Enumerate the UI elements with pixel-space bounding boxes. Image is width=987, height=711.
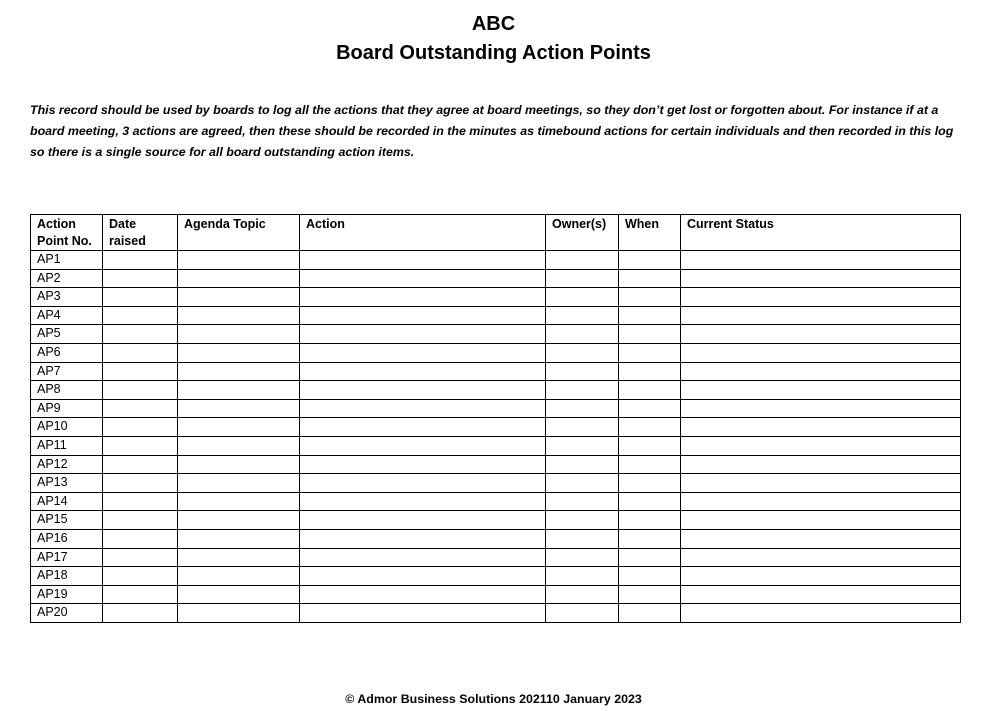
- action-cell: [300, 436, 546, 455]
- date-raised-cell: [103, 362, 178, 381]
- action-cell: [300, 399, 546, 418]
- when-cell: [619, 548, 681, 567]
- document-title: Board Outstanding Action Points: [336, 42, 651, 64]
- current-status-cell: [681, 343, 961, 362]
- when-cell: [619, 381, 681, 400]
- owners-cell: [546, 399, 619, 418]
- date-raised-cell: [103, 604, 178, 623]
- action-point-no-cell: AP7: [31, 362, 103, 381]
- table-row: [31, 511, 961, 530]
- action-point-no-cell: AP17: [31, 548, 103, 567]
- action-cell: [300, 288, 546, 307]
- table-row: [31, 251, 961, 270]
- current-status-cell: [681, 567, 961, 586]
- date-raised-cell: [103, 288, 178, 307]
- agenda-topic-cell: [178, 455, 300, 474]
- current-status-cell: [681, 548, 961, 567]
- action-point-no-cell: AP18: [31, 567, 103, 586]
- owners-cell: [546, 381, 619, 400]
- owners-cell: [546, 436, 619, 455]
- action-cell: [300, 306, 546, 325]
- table-header-row: [31, 215, 961, 251]
- when-cell: [619, 511, 681, 530]
- current-status-cell: [681, 492, 961, 511]
- agenda-topic-cell: [178, 548, 300, 567]
- action-point-no-cell: AP11: [31, 436, 103, 455]
- agenda-topic-cell: [178, 288, 300, 307]
- agenda-topic-cell: [178, 343, 300, 362]
- action-cell: [300, 529, 546, 548]
- current-status-cell: [681, 325, 961, 344]
- owners-cell: [546, 548, 619, 567]
- agenda-topic-cell: [178, 529, 300, 548]
- date-raised-cell: [103, 436, 178, 455]
- table-row: [31, 381, 961, 400]
- table-row: [31, 455, 961, 474]
- owners-cell: [546, 325, 619, 344]
- action-cell: [300, 567, 546, 586]
- table-row: [31, 306, 961, 325]
- owners-cell: [546, 529, 619, 548]
- agenda-topic-cell: [178, 604, 300, 623]
- action-cell: [300, 362, 546, 381]
- action-cell: [300, 418, 546, 437]
- table-row: [31, 362, 961, 381]
- when-cell: [619, 604, 681, 623]
- when-cell: [619, 529, 681, 548]
- action-cell: [300, 492, 546, 511]
- current-status-cell: [681, 455, 961, 474]
- action-cell: [300, 455, 546, 474]
- date-raised-cell: [103, 306, 178, 325]
- table-row: [31, 436, 961, 455]
- agenda-topic-cell: [178, 381, 300, 400]
- action-point-no-cell: AP20: [31, 604, 103, 623]
- date-raised-cell: [103, 343, 178, 362]
- action-point-no-cell: AP14: [31, 492, 103, 511]
- current-status-cell: [681, 306, 961, 325]
- date-raised-cell: [103, 474, 178, 493]
- table-row: [31, 288, 961, 307]
- owners-cell: [546, 306, 619, 325]
- date-raised-cell: [103, 585, 178, 604]
- action-point-no-cell: AP13: [31, 474, 103, 493]
- action-cell: [300, 604, 546, 623]
- action-point-no-cell: AP6: [31, 343, 103, 362]
- when-cell: [619, 269, 681, 288]
- current-status-cell: [681, 288, 961, 307]
- action-cell: [300, 325, 546, 344]
- action-cell: [300, 474, 546, 493]
- when-cell: [619, 492, 681, 511]
- owners-cell: [546, 343, 619, 362]
- table-row: [31, 567, 961, 586]
- action-point-no-cell: AP10: [31, 418, 103, 437]
- action-cell: [300, 381, 546, 400]
- date-raised-cell: [103, 381, 178, 400]
- date-raised-cell: [103, 492, 178, 511]
- when-cell: [619, 474, 681, 493]
- action-point-no-cell: AP12: [31, 455, 103, 474]
- current-status-cell: [681, 269, 961, 288]
- date-raised-cell: [103, 511, 178, 530]
- table-row: [31, 604, 961, 623]
- table-row: [31, 269, 961, 288]
- agenda-topic-cell: [178, 511, 300, 530]
- header-action-point-no: Action Point No.: [31, 215, 103, 251]
- agenda-topic-cell: [178, 585, 300, 604]
- action-point-no-cell: AP3: [31, 288, 103, 307]
- header-action: Action: [300, 215, 546, 251]
- current-status-cell: [681, 604, 961, 623]
- agenda-topic-cell: [178, 436, 300, 455]
- owners-cell: [546, 288, 619, 307]
- current-status-cell: [681, 399, 961, 418]
- agenda-topic-cell: [178, 325, 300, 344]
- action-point-no-cell: AP19: [31, 585, 103, 604]
- owners-cell: [546, 455, 619, 474]
- current-status-cell: [681, 529, 961, 548]
- current-status-cell: [681, 511, 961, 530]
- owners-cell: [546, 585, 619, 604]
- action-point-no-cell: AP16: [31, 529, 103, 548]
- agenda-topic-cell: [178, 306, 300, 325]
- when-cell: [619, 288, 681, 307]
- table-row: [31, 548, 961, 567]
- agenda-topic-cell: [178, 362, 300, 381]
- date-raised-cell: [103, 251, 178, 270]
- action-cell: [300, 585, 546, 604]
- when-cell: [619, 343, 681, 362]
- action-point-no-cell: AP9: [31, 399, 103, 418]
- when-cell: [619, 436, 681, 455]
- date-raised-cell: [103, 269, 178, 288]
- action-point-no-cell: AP1: [31, 251, 103, 270]
- organisation-name: ABC: [471, 13, 516, 35]
- action-point-no-cell: AP4: [31, 306, 103, 325]
- current-status-cell: [681, 381, 961, 400]
- table-row: [31, 343, 961, 362]
- copyright-footer: © Admor Business Solutions 202110 January 2023: [345, 692, 642, 706]
- owners-cell: [546, 362, 619, 381]
- date-raised-cell: [103, 567, 178, 586]
- date-raised-cell: [103, 418, 178, 437]
- owners-cell: [546, 269, 619, 288]
- action-point-no-cell: AP15: [31, 511, 103, 530]
- table-row: [31, 529, 961, 548]
- action-cell: [300, 548, 546, 567]
- action-point-no-cell: AP8: [31, 381, 103, 400]
- action-points-table: [30, 214, 961, 623]
- current-status-cell: [681, 436, 961, 455]
- agenda-topic-cell: [178, 251, 300, 270]
- when-cell: [619, 418, 681, 437]
- when-cell: [619, 251, 681, 270]
- action-point-no-cell: AP5: [31, 325, 103, 344]
- agenda-topic-cell: [178, 492, 300, 511]
- action-cell: [300, 343, 546, 362]
- table-row: [31, 325, 961, 344]
- date-raised-cell: [103, 455, 178, 474]
- agenda-topic-cell: [178, 418, 300, 437]
- agenda-topic-cell: [178, 474, 300, 493]
- when-cell: [619, 362, 681, 381]
- date-raised-cell: [103, 529, 178, 548]
- header-owners: Owner(s): [546, 215, 619, 251]
- table-row: [31, 418, 961, 437]
- table-row: [31, 474, 961, 493]
- current-status-cell: [681, 251, 961, 270]
- table-row: [31, 585, 961, 604]
- owners-cell: [546, 492, 619, 511]
- header-date-raised: Date raised: [103, 215, 178, 251]
- agenda-topic-cell: [178, 399, 300, 418]
- header-when: When: [619, 215, 681, 251]
- when-cell: [619, 325, 681, 344]
- table-row: [31, 492, 961, 511]
- owners-cell: [546, 511, 619, 530]
- action-point-no-cell: AP2: [31, 269, 103, 288]
- owners-cell: [546, 474, 619, 493]
- owners-cell: [546, 251, 619, 270]
- intro-paragraph: This record should be used by boards to log all the actions that they agree at board meetings, so they don’t get lost or forgotten about. For instance if at a board meeting, 3 actions are agreed, then these should be recorded in the minutes as timebound actions for certain individuals and then recorded in this log so there is a single source for all board outstanding action items.: [30, 103, 954, 159]
- when-cell: [619, 585, 681, 604]
- current-status-cell: [681, 418, 961, 437]
- current-status-cell: [681, 585, 961, 604]
- when-cell: [619, 455, 681, 474]
- table-row: [31, 399, 961, 418]
- current-status-cell: [681, 362, 961, 381]
- date-raised-cell: [103, 325, 178, 344]
- table-body: [31, 251, 961, 623]
- action-cell: [300, 511, 546, 530]
- header-agenda-topic: Agenda Topic: [178, 215, 300, 251]
- current-status-cell: [681, 474, 961, 493]
- when-cell: [619, 567, 681, 586]
- date-raised-cell: [103, 399, 178, 418]
- when-cell: [619, 306, 681, 325]
- when-cell: [619, 399, 681, 418]
- action-cell: [300, 251, 546, 270]
- agenda-topic-cell: [178, 269, 300, 288]
- owners-cell: [546, 604, 619, 623]
- date-raised-cell: [103, 548, 178, 567]
- owners-cell: [546, 567, 619, 586]
- header-current-status: Current Status: [681, 215, 961, 251]
- action-cell: [300, 269, 546, 288]
- owners-cell: [546, 418, 619, 437]
- agenda-topic-cell: [178, 567, 300, 586]
